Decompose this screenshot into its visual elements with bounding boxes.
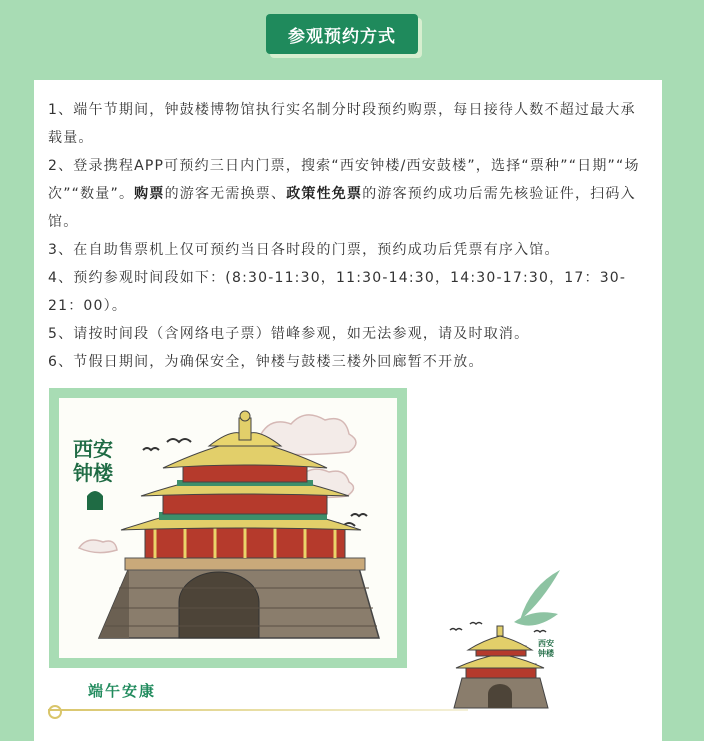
small-logo-line-1: 西安 bbox=[538, 639, 554, 648]
notice-item-5: 5、请按时间段（含网络电子票）错峰参观，如无法参观，请及时取消。 bbox=[48, 326, 530, 342]
subtitle-underline bbox=[48, 709, 468, 711]
logo-line-2: 钟楼 bbox=[73, 461, 113, 485]
bell-tower-drawing bbox=[59, 398, 397, 658]
notice-item-4: 4、预约参观时间段如下：(8:30-11:30，11:30-14:30，14:30-17:30，17：30-21：00）。 bbox=[48, 270, 627, 314]
notice-item-3: 3、在自助售票机上仅可预约当日各时段的门票，预约成功后凭票有序入馆。 bbox=[48, 242, 560, 258]
subtitle: 端午安康 bbox=[88, 682, 157, 700]
bell-tower-illustration bbox=[59, 398, 397, 658]
gate-icon bbox=[87, 491, 103, 510]
notice-item-2: 2、登录携程APP可预约三日内门票，搜索“西安钟楼/西安鼓楼”，选择“票种”“日期”“场次”“数量”。购票的游客无需换票、政策性免票的游客预约成功后需先核验证件，扫码入馆。 bbox=[48, 158, 640, 230]
bamboo-leaf-icon bbox=[514, 570, 560, 626]
small-logo-line-2: 钟楼 bbox=[538, 649, 554, 658]
notice-item-6: 6、节假日期间，为确保安全，钟楼与鼓楼三楼外回廊暂不开放。 bbox=[48, 354, 484, 370]
notice-item-1: 1、端午节期间，钟鼓楼博物馆执行实名制分时段预约购票，每日接待人数不超过最大承载量。 bbox=[48, 102, 636, 146]
content-card bbox=[34, 80, 662, 741]
small-bell-tower-illustration bbox=[440, 560, 564, 710]
subtitle-dot bbox=[48, 705, 62, 719]
bold-ticket-purchase: 购票 bbox=[134, 186, 165, 202]
illustration-frame bbox=[49, 388, 407, 668]
section-title: 参观预约方式 bbox=[266, 14, 418, 54]
section-header bbox=[266, 14, 424, 60]
bold-free-ticket: 政策性免票 bbox=[286, 186, 363, 202]
logo-line-1: 西安 bbox=[73, 437, 113, 461]
notice-list bbox=[48, 96, 648, 376]
